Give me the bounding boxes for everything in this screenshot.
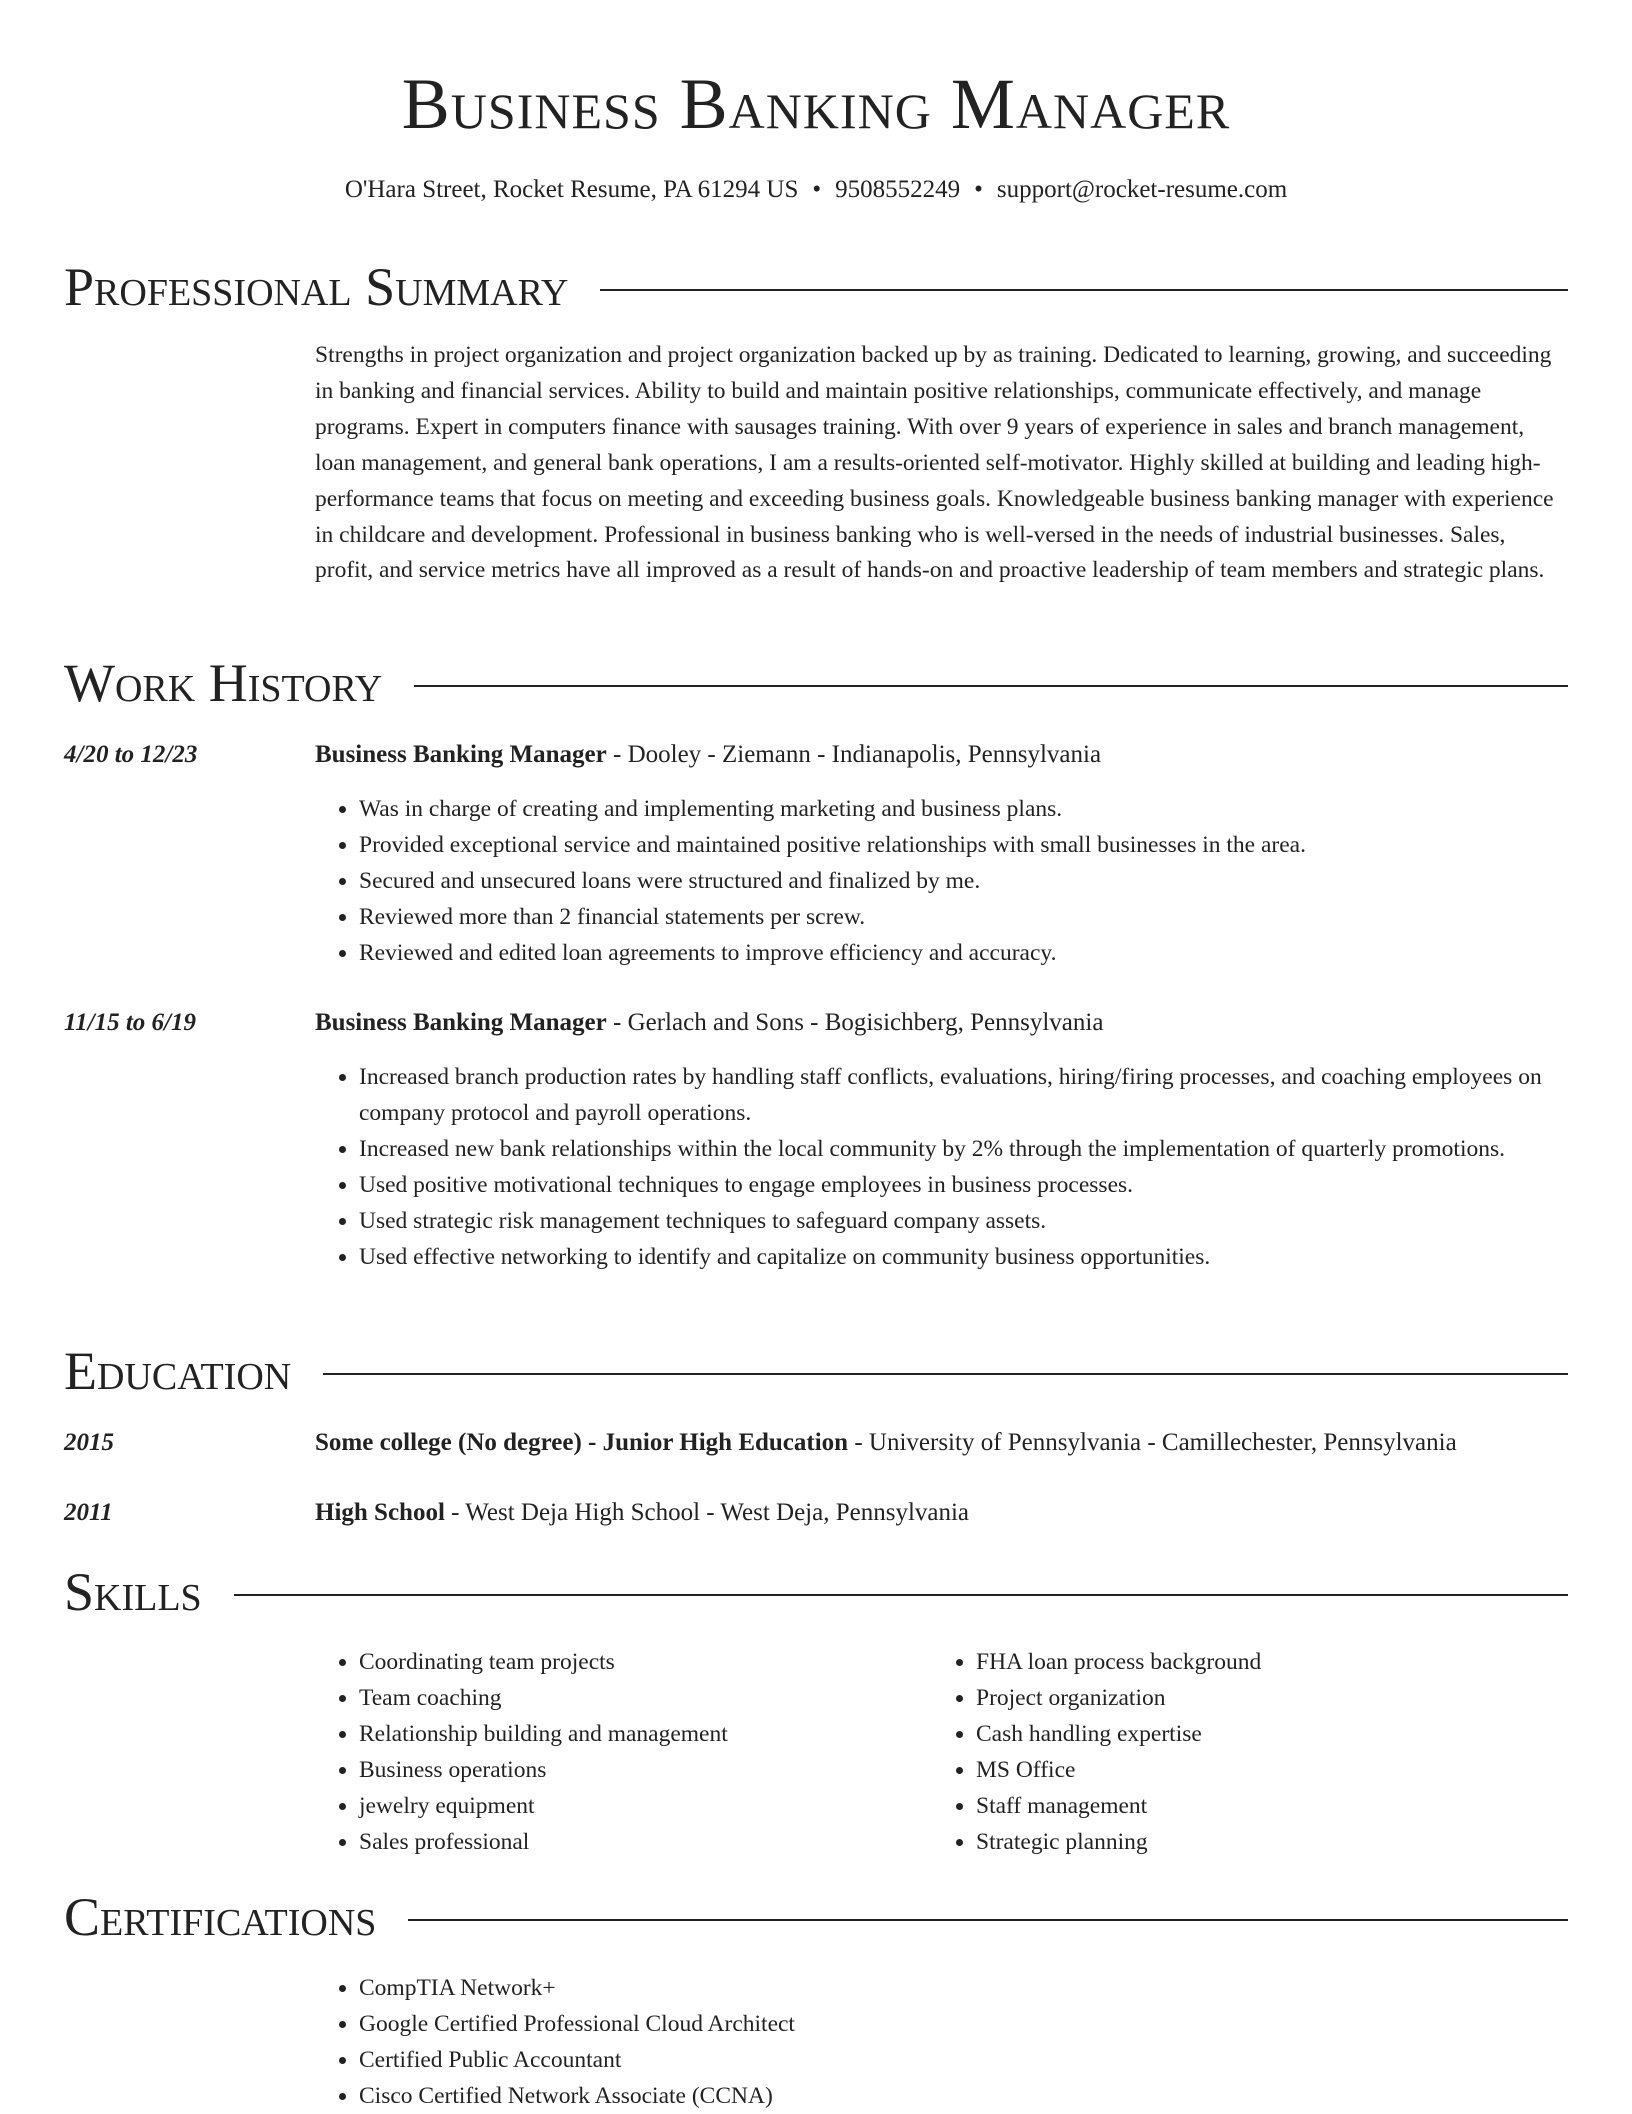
section-title-education: Education bbox=[64, 1341, 292, 1401]
education-year: 2011 bbox=[64, 1499, 113, 1526]
skill-item: • Coordinating team projects bbox=[359, 1644, 919, 1680]
section-title-skills: Skills bbox=[64, 1562, 202, 1622]
job-dates: 11/15 to 6/19 bbox=[64, 1009, 196, 1036]
certification-item: • Google Certified Professional Cloud Architect bbox=[359, 2006, 1559, 2042]
certification-item: • CompTIA Network+ bbox=[359, 1970, 1559, 2006]
job-bullet: • Provided exceptional service and maintained positive relationships with small businesses in the area. bbox=[359, 827, 1568, 863]
job-bullet: • Reviewed and edited loan agreements to improve efficiency and accuracy. bbox=[359, 935, 1568, 971]
section-header-skills bbox=[64, 1559, 1568, 1625]
job-title-line bbox=[315, 1005, 1103, 1041]
section-divider bbox=[414, 685, 1568, 687]
job-bullet: • Was in charge of creating and implementing marketing and business plans. bbox=[359, 791, 1568, 827]
job-bullet: • Increased branch production rates by handling staff conflicts, evaluations, hiring/firing processes, and coaching employees on company protocol and payroll operations. bbox=[359, 1059, 1568, 1131]
job-bullet: • Used strategic risk management techniques to safeguard company assets. bbox=[359, 1203, 1568, 1239]
education-line bbox=[315, 1425, 1457, 1461]
education-details: - University of Pennsylvania - Camillechester, Pennsylvania bbox=[848, 1429, 1457, 1456]
section-header-certifications bbox=[64, 1884, 1568, 1950]
job-title: Business Banking Manager bbox=[315, 1009, 607, 1036]
section-divider bbox=[323, 1373, 1568, 1375]
job-details: - Gerlach and Sons - Bogisichberg, Pennsylvania bbox=[606, 1009, 1104, 1036]
skill-item: • jewelry equipment bbox=[359, 1788, 919, 1824]
skill-item: • MS Office bbox=[976, 1752, 1576, 1788]
education-degree: Some college (No degree) - Junior High Education bbox=[315, 1429, 849, 1456]
skill-item: • Staff management bbox=[976, 1788, 1576, 1824]
skill-item: • Cash handling expertise bbox=[976, 1716, 1576, 1752]
education-degree: High School bbox=[315, 1499, 445, 1526]
summary-text: Strengths in project organization and project organization backed up by as training. Dedicated to learning, growing, and succeeding in banking and financial services. Ability to build and maintain positive relationships, communicate effectively, and manage programs. Expert in computers finance with sausages training. With over 9 years of experience in sales and branch management, loan management, and general bank operations, I am a results-oriented self-motivator. Highly skilled at building and leading high-performance teams that focus on meeting and exceeding business goals. Knowledgeable business banking manager with experience in childcare and development. Professional in business banking who is well-versed in the needs of industrial businesses. Sales, profit, and service metrics have all improved as a result of hands-on and proactive leadership of team members and strategic plans. bbox=[315, 342, 1554, 584]
section-divider bbox=[408, 1919, 1568, 1921]
contact-phone: 9508552249 bbox=[835, 176, 961, 203]
contact-separator: • bbox=[974, 176, 983, 203]
job-dates: 4/20 to 12/23 bbox=[64, 741, 198, 768]
section-divider bbox=[234, 1594, 1568, 1596]
job-bullet: • Secured and unsecured loans were structured and finalized by me. bbox=[359, 863, 1568, 899]
job-bullets bbox=[315, 791, 1568, 971]
skill-item: • Business operations bbox=[359, 1752, 919, 1788]
section-header-work-history bbox=[64, 650, 1568, 716]
job-title-line bbox=[315, 737, 1101, 773]
education-details: - West Deja High School - West Deja, Pennsylvania bbox=[444, 1499, 970, 1526]
job-bullet: • Reviewed more than 2 financial statements per screw. bbox=[359, 899, 1568, 935]
job-bullet: • Increased new bank relationships within the local community by 2% through the implementation of quarterly promotions. bbox=[359, 1131, 1568, 1167]
certification-item: • Certified Public Accountant bbox=[359, 2042, 1559, 2078]
skill-item: • Project organization bbox=[976, 1680, 1576, 1716]
section-title-summary: Professional Summary bbox=[64, 257, 569, 317]
resume-name-heading: Business Banking Manager bbox=[401, 64, 1231, 144]
job-details: - Dooley - Ziemann - Indianapolis, Pennsylvania bbox=[606, 741, 1102, 768]
job-bullet: • Used positive motivational techniques to engage employees in business processes. bbox=[359, 1167, 1568, 1203]
section-title-certifications: Certifications bbox=[64, 1887, 377, 1947]
certifications-list bbox=[315, 1970, 1559, 2114]
education-year: 2015 bbox=[64, 1429, 114, 1456]
job-title: Business Banking Manager bbox=[315, 741, 607, 768]
contact-line bbox=[0, 172, 1632, 208]
contact-email: support@rocket-resume.com bbox=[996, 176, 1288, 203]
contact-address: O'Hara Street, Rocket Resume, PA 61294 US bbox=[344, 176, 799, 203]
section-title-work-history: Work History bbox=[64, 653, 383, 713]
certification-item: • Cisco Certified Network Associate (CCNA) bbox=[359, 2078, 1559, 2114]
skill-item: • Strategic planning bbox=[976, 1824, 1576, 1860]
skills-list-left bbox=[315, 1644, 919, 1860]
skills-list-right bbox=[932, 1644, 1576, 1860]
section-header-education bbox=[64, 1338, 1568, 1404]
skill-item: • Relationship building and management bbox=[359, 1716, 919, 1752]
job-bullet: • Used effective networking to identify and capitalize on community business opportunities. bbox=[359, 1239, 1568, 1275]
section-divider bbox=[600, 289, 1568, 291]
education-line bbox=[315, 1495, 969, 1531]
skill-item: • Sales professional bbox=[359, 1824, 919, 1860]
skill-item: • FHA loan process background bbox=[976, 1644, 1576, 1680]
contact-separator: • bbox=[812, 176, 822, 203]
section-header-summary bbox=[64, 254, 1568, 320]
job-bullets bbox=[315, 1059, 1568, 1275]
skill-item: • Team coaching bbox=[359, 1680, 919, 1716]
